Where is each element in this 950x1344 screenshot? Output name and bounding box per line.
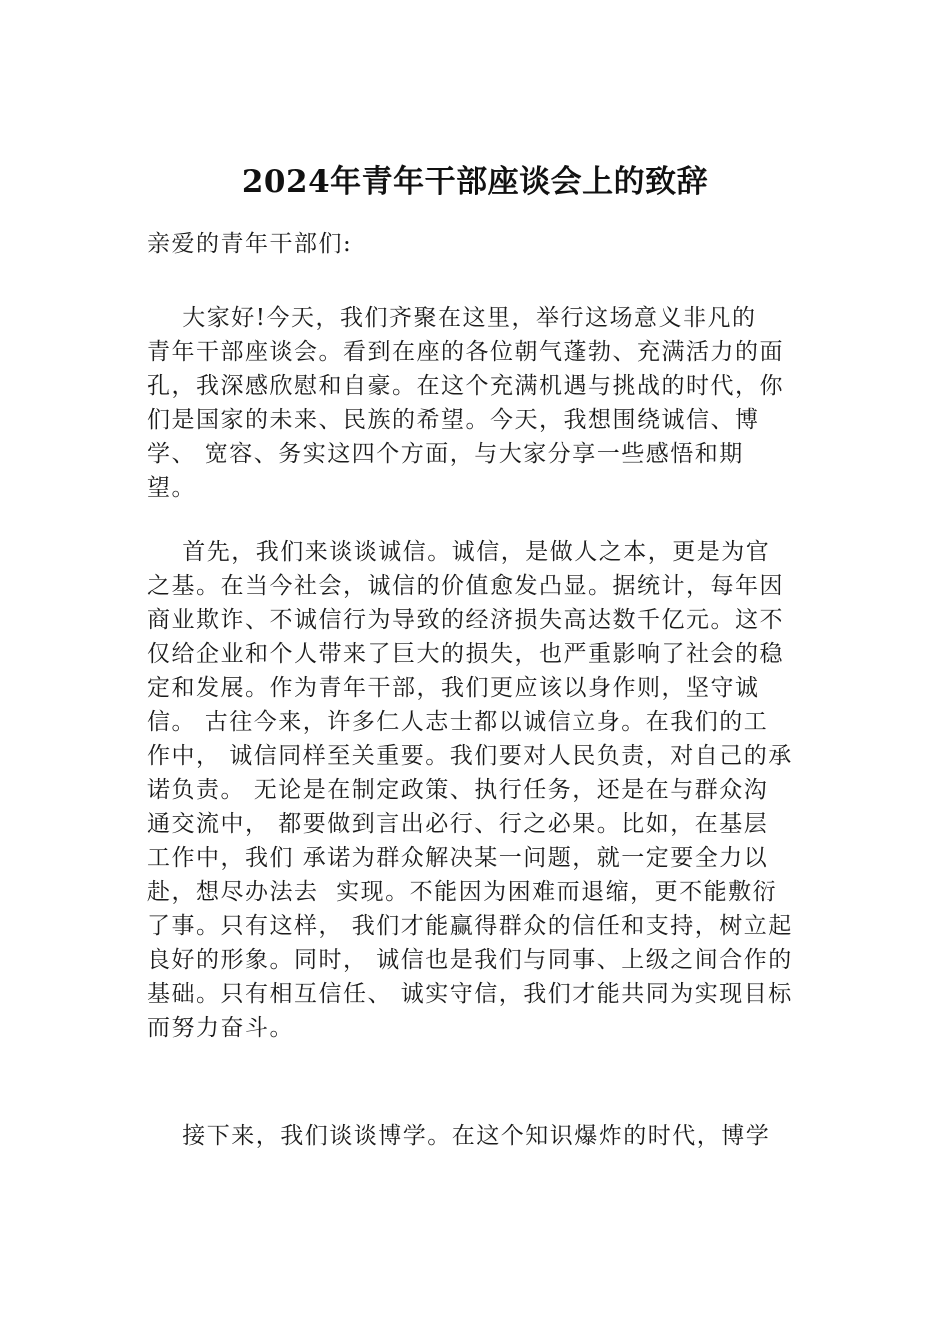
- paragraph-line: 大家好!今天，我们齐聚在这里，举行这场意义非凡的: [147, 305, 757, 331]
- paragraph-line: 良好的形象。同时， 诚信也是我们与同事、上级之间合作的: [147, 947, 793, 973]
- paragraph-line: 作中， 诚信同样至关重要。我们要对人民负责，对自己的承: [147, 743, 793, 769]
- paragraph-3: [147, 1119, 817, 1153]
- paragraph-2: [147, 535, 817, 1045]
- paragraph-line: 们是国家的未来、民族的希望。今天，我想围绕诚信、博: [147, 407, 760, 433]
- paragraph-line: 孔，我深感欣慰和自豪。在这个充满机遇与挑战的时代，你: [147, 373, 784, 399]
- salutation: 亲爱的青年干部们:: [147, 231, 353, 257]
- paragraph-line: 基础。只有相互信任、 诚实守信，我们才能共同为实现目标: [147, 981, 793, 1007]
- paragraph-line: 诺负责。 无论是在制定政策、执行任务，还是在与群众沟: [147, 777, 769, 803]
- paragraph-line: 之基。在当今社会，诚信的价值愈发凸显。据统计，每年因: [147, 573, 784, 599]
- paragraph-line: 工作中，我们 承诺为群众解决某一问题，就一定要全力以: [147, 845, 769, 871]
- paragraph-line: 接下来，我们谈谈博学。在这个知识爆炸的时代，博学: [147, 1123, 771, 1149]
- paragraph-line: 商业欺诈、不诚信行为导致的经济损失高达数千亿元。这不: [147, 607, 784, 633]
- paragraph-line: 定和发展。作为青年干部，我们更应该以身作则，坚守诚: [147, 675, 760, 701]
- paragraph-line: 信。 古往今来，许多仁人志士都以诚信立身。在我们的工: [147, 709, 769, 735]
- paragraph-line: 赴，想尽办法去 实现。不能因为困难而退缩，更不能敷衍: [147, 879, 778, 905]
- paragraph-line: 学、 宽容、务实这四个方面，与大家分享一些感悟和期: [147, 441, 744, 467]
- paragraph-line: 望。: [147, 475, 196, 501]
- document-title: 2024年青年干部座谈会上的致辞: [241, 164, 709, 200]
- paragraph-line: 首先，我们来谈谈诚信。诚信，是做人之本，更是为官: [147, 539, 771, 565]
- paragraph-line: 通交流中， 都要做到言出必行、行之必果。比如，在基层: [147, 811, 769, 837]
- paragraph-line: 而努力奋斗。: [147, 1015, 294, 1041]
- paragraph-line: 仅给企业和个人带来了巨大的损失，也严重影响了社会的稳: [147, 641, 784, 667]
- paragraph-line: 青年干部座谈会。看到在座的各位朝气蓬勃、充满活力的面: [147, 339, 784, 365]
- paragraph-1: [147, 301, 817, 505]
- paragraph-line: 了事。只有这样， 我们才能赢得群众的信任和支持，树立起: [147, 913, 793, 939]
